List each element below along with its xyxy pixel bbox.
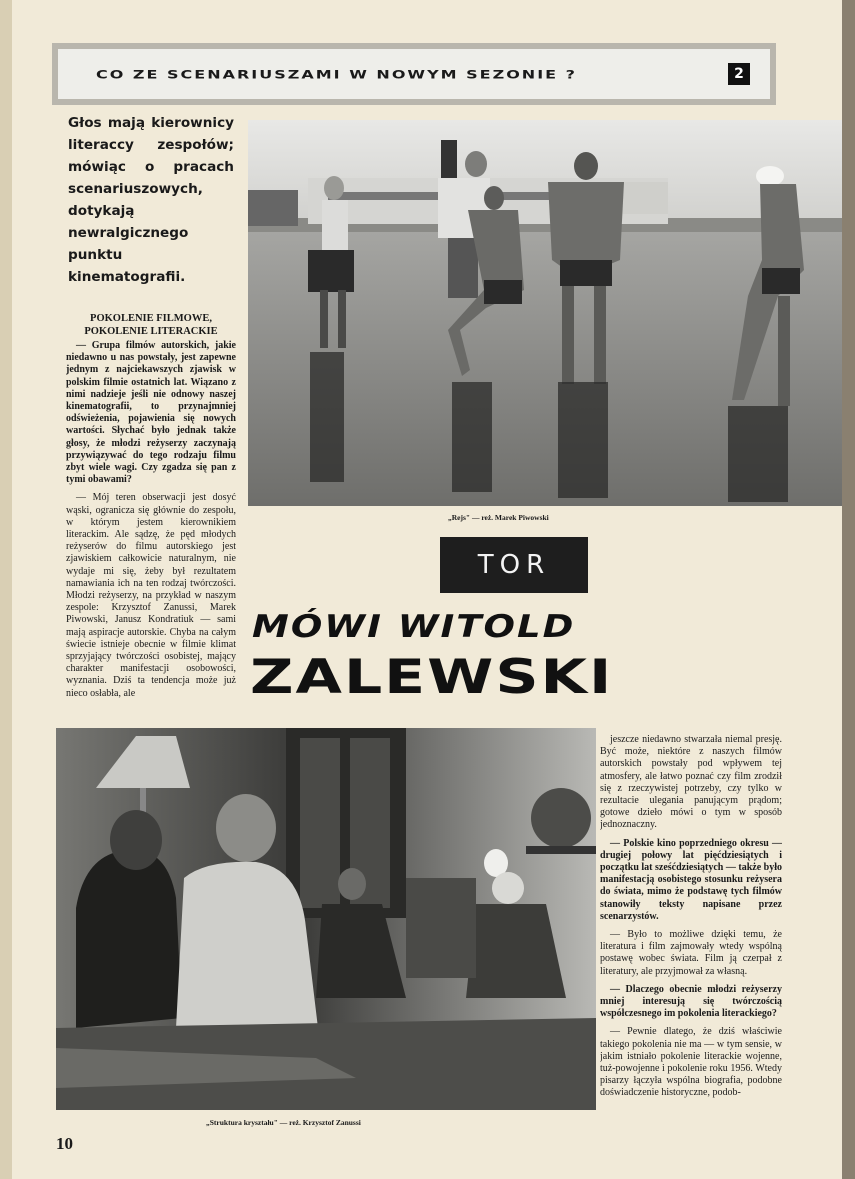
- paragraph-question: — Polskie kino poprzedniego okresu — drugiej połowy lat pięćdziesiątych i początku lat sześćdziesiątych — także było manifestacją osobistego stosunku reżysera do świata, mimo że podstawę tych filmów stanowiły teksty napisane przez scenarzystów.: [600, 837, 782, 922]
- banner-number: 2: [728, 63, 750, 85]
- headline-line-1: MÓWI WITOLD: [252, 608, 576, 645]
- photo-struktura-krysztalu: [56, 728, 596, 1110]
- article-column-2: [600, 734, 782, 1134]
- photo-rejs: [248, 120, 842, 506]
- caption-rejs: „Rejs" — reż. Marek Piwowski: [448, 513, 549, 522]
- caption-struktura: „Struktura kryształu" — reż. Krzysztof Zanussi: [206, 1118, 361, 1127]
- section-banner-inner: [58, 49, 770, 99]
- page-edge: [842, 0, 855, 1179]
- article-column-1: [66, 340, 236, 708]
- subheading-line-1: POKOLENIE FILMOWE,: [90, 313, 212, 324]
- paragraph: — Mój teren obserwacji jest dosyć wąski, ogranicza się głównie do zespołu, w którym jestem kierownikiem literackim. Ale sądzę, że pęd młodych reżyserów do filmu autorskiego jest zjawiskiem całkowicie naturalnym, nie wydaje mi się, żeby był rezultatem namawiania ich na ten rodzaj twórczości. Młodzi reżyserzy, na przykład w naszym zespole: Krzysztof Zanussi, Marek Piwowski, Janusz Kondratiuk — sami mają aspiracje autorskie. Chyba na całym świecie istnieje obecnie w filmie klimat sprzyjający twórczości osobistej, mający charakter manifestacji osobowości, wyznania. Dziś ta tendencja może już nieco osłabła, ale: [66, 492, 236, 699]
- photo-struktura-image: [56, 728, 596, 1110]
- subheading: [66, 312, 236, 338]
- subheading-line-2: POKOLENIE LITERACKIE: [84, 326, 218, 337]
- photo-rejs-image: [248, 120, 842, 506]
- banner-title: CO ZE SCENARIUSZAMI W NOWYM SEZONIE ?: [96, 67, 577, 81]
- section-banner: [52, 43, 776, 105]
- paragraph: — Było to możliwe dzięki temu, że literatura i film zajmowały wtedy wspólną postawę wobec świata. Film ją czerpał z literatury, ale przyjmował za własną.: [600, 929, 782, 977]
- intro-lead: Głos mają kierownicy literaccy zespołów; mówiąc o pracach scenariuszowych, dotykają newralgicznego punktu kinematografii.: [68, 115, 234, 285]
- paragraph: jeszcze niedawno stwarzała niemal presję. Być może, niektóre z naszych filmów autorskich powstały pod wpływem tej atmosfery, ale łatwo poznać czy film zrodził się z rzeczywistej potrzeby, czy tylko w rezultacie ulegania panującym prądom; gotowe dzieło mówi o tym w sposób jednoznaczny.: [600, 734, 782, 831]
- tor-label: TOR: [440, 537, 588, 593]
- headline-line-2: ZALEWSKI: [250, 650, 614, 705]
- paragraph-question: — Dlaczego obecnie młodzi reżyserzy mniej interesują się twórczością współczesnego im pokolenia literackiego?: [600, 983, 782, 1020]
- paragraph: — Pewnie dlatego, że dziś właściwie takiego pokolenia nie ma — w tym sensie, w jakim istniało pokolenie literackie wojenne, tuż-powojenne i pokolenie roku 1956. Wtedy pisarzy łączyła wspólna biografia, podobne doświadczenie historyczne, podob-: [600, 1026, 782, 1099]
- page-number: 10: [56, 1134, 73, 1153]
- paragraph: — Grupa filmów autorskich, jakie niedawno u nas powstały, jest zapewne jednym z najciekawszych zjawisk w polskim filmie ostatnich lat. Wiązano z nimi nadzieje jeśli nie odnowy naszej kinematografii, to przynajmniej odświeżenia, pojawienia się nowych wartości. Słychać było jednak także głosy, że młodzi reżyserzy zaczynają przywiązywać do tego rodzaju filmu zbyt wiele wagi. Czy zgadza się pan z tymi obawami?: [66, 340, 236, 486]
